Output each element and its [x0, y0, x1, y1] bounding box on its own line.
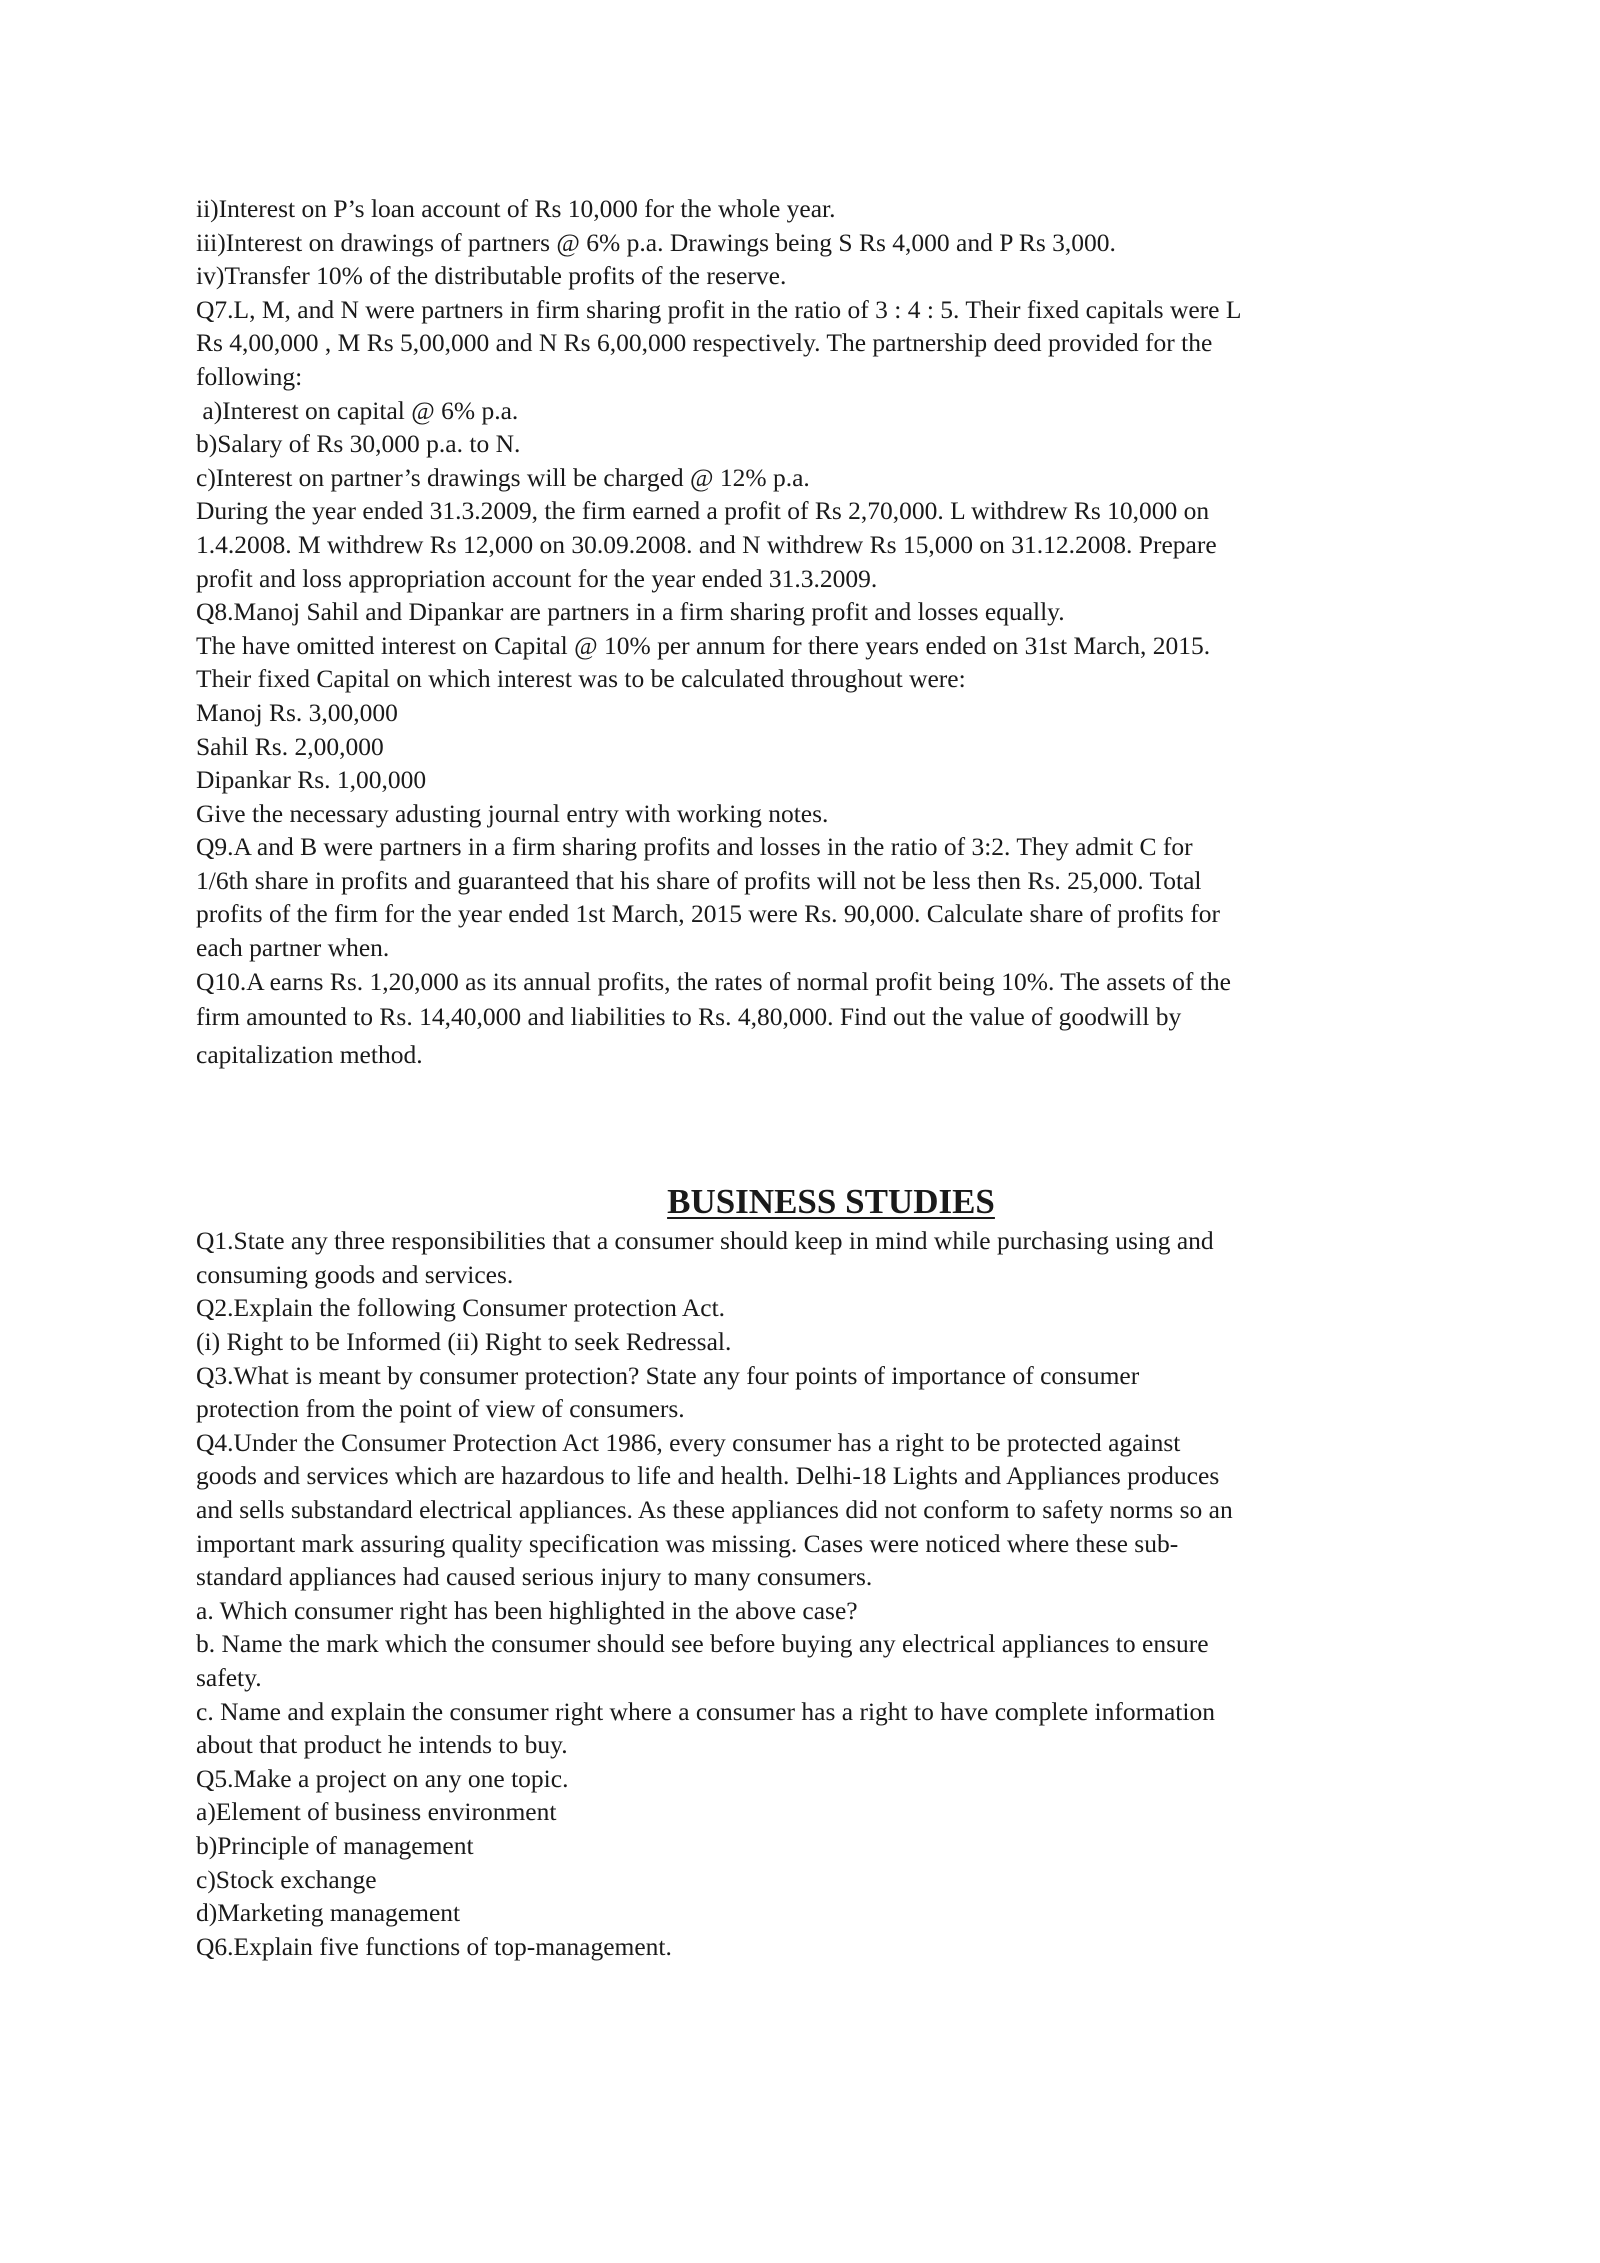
- text-line: Dipankar Rs. 1,00,000: [196, 765, 427, 795]
- text-line: b)Salary of Rs 30,000 p.a. to N.: [196, 429, 521, 459]
- text-line: safety.: [196, 1662, 262, 1692]
- text-line: Their fixed Capital on which interest was to be calculated throughout were:: [196, 664, 966, 694]
- question-q10: Q10.A earns Rs. 1,20,000 as its annual profits, the rates of normal profit being 10%. The assets of the: [196, 966, 1231, 996]
- text-line: firm amounted to Rs. 14,40,000 and liabilities to Rs. 4,80,000. Find out the value of goodwill by: [196, 1002, 1182, 1032]
- text-line: 1.4.2008. M withdrew Rs 12,000 on 30.09.2008. and N withdrew Rs 15,000 on 31.12.2008. Prepare: [196, 529, 1217, 559]
- text-line: important mark assuring quality specification was missing. Cases were noticed where these sub-: [196, 1528, 1179, 1558]
- text-line: c. Name and explain the consumer right where a consumer has a right to have complete information: [196, 1696, 1215, 1726]
- text-line: each partner when.: [196, 933, 390, 963]
- text-line: and sells substandard electrical appliances. As these appliances did not conform to safety norms so an: [196, 1495, 1233, 1524]
- question-q9: Q9.A and B were partners in a firm sharing profits and losses in the ratio of 3:2. They admit C for: [196, 832, 1193, 862]
- question-q5: Q5.Make a project on any one topic.: [196, 1763, 569, 1793]
- text-line: iv)Transfer 10% of the distributable profits of the reserve.: [196, 261, 787, 291]
- text-line: c)Stock exchange: [196, 1864, 377, 1894]
- text-line: ii)Interest on P’s loan account of Rs 10,000 for the whole year.: [196, 194, 836, 223]
- text-line: a)Element of business environment: [196, 1797, 557, 1827]
- text-line: consuming goods and services.: [196, 1259, 514, 1289]
- text-line: iii)Interest on drawings of partners @ 6% p.a. Drawings being S Rs 4,000 and P Rs 3,000.: [196, 227, 1116, 257]
- text-line: The have omitted interest on Capital @ 10% per annum for there years ended on 31st March, 2015.: [196, 630, 1211, 660]
- text-line: protection from the point of view of consumers.: [196, 1394, 685, 1424]
- text-line: Give the necessary adusting journal entry with working notes.: [196, 798, 829, 828]
- text-line: Rs 4,00,000 , M Rs 5,00,000 and N Rs 6,00,000 respectively. The partnership deed provided for the: [196, 328, 1213, 358]
- text-line: Sahil Rs. 2,00,000: [196, 731, 384, 761]
- text-line: b. Name the mark which the consumer should see before buying any electrical appliances to ensure: [196, 1629, 1209, 1659]
- question-q3: Q3.What is meant by consumer protection? State any four points of importance of consumer: [196, 1360, 1140, 1390]
- text-line: standard appliances had caused serious injury to many consumers.: [196, 1562, 873, 1592]
- question-q8: Q8.Manoj Sahil and Dipankar are partners in a firm sharing profit and losses equally.: [196, 597, 1065, 627]
- text-line: following:: [196, 361, 303, 391]
- text-line: a. Which consumer right has been highlighted in the above case?: [196, 1595, 858, 1625]
- business-studies-section: [196, 1224, 1436, 1963]
- text-line: a)Interest on capital @ 6% p.a.: [196, 395, 519, 425]
- text-line: profits of the firm for the year ended 1st March, 2015 were Rs. 90,000. Calculate share of profits for: [196, 899, 1220, 929]
- text-line: c)Interest on partner’s drawings will be charged @ 12% p.a.: [196, 462, 810, 492]
- text-line: (i) Right to be Informed (ii) Right to seek Redressal.: [196, 1327, 732, 1357]
- section-title-business-studies: BUSINESS STUDIES: [667, 1182, 995, 1222]
- text-line: d)Marketing management: [196, 1898, 461, 1928]
- accountancy-section: [196, 192, 1436, 1074]
- text-line: profit and loss appropriation account for the year ended 31.3.2009.: [196, 563, 878, 593]
- text-line: capitalization method.: [196, 1040, 423, 1070]
- question-q1: Q1.State any three responsibilities that a consumer should keep in mind while purchasing using and: [196, 1226, 1214, 1256]
- text-line: b)Principle of management: [196, 1830, 474, 1860]
- text-line: Manoj Rs. 3,00,000: [196, 697, 398, 727]
- question-q4: Q4.Under the Consumer Protection Act 1986, every consumer has a right to be protected against: [196, 1427, 1181, 1457]
- text-line: 1/6th share in profits and guaranteed that his share of profits will not be less then Rs. 25,000. Total: [196, 865, 1202, 895]
- text-line: about that product he intends to buy.: [196, 1730, 568, 1760]
- question-q7: Q7.L, M, and N were partners in firm sharing profit in the ratio of 3 : 4 : 5. Their fixed capitals were L: [196, 294, 1242, 324]
- document-page: [196, 192, 1436, 1963]
- question-q6: Q6.Explain five functions of top-management.: [196, 1931, 672, 1961]
- question-q2: Q2.Explain the following Consumer protection Act.: [196, 1293, 726, 1323]
- text-line: During the year ended 31.3.2009, the firm earned a profit of Rs 2,70,000. L withdrew Rs 10,000 on: [196, 496, 1210, 526]
- text-line: goods and services which are hazardous to life and health. Delhi-18 Lights and Appliances produces: [196, 1461, 1220, 1491]
